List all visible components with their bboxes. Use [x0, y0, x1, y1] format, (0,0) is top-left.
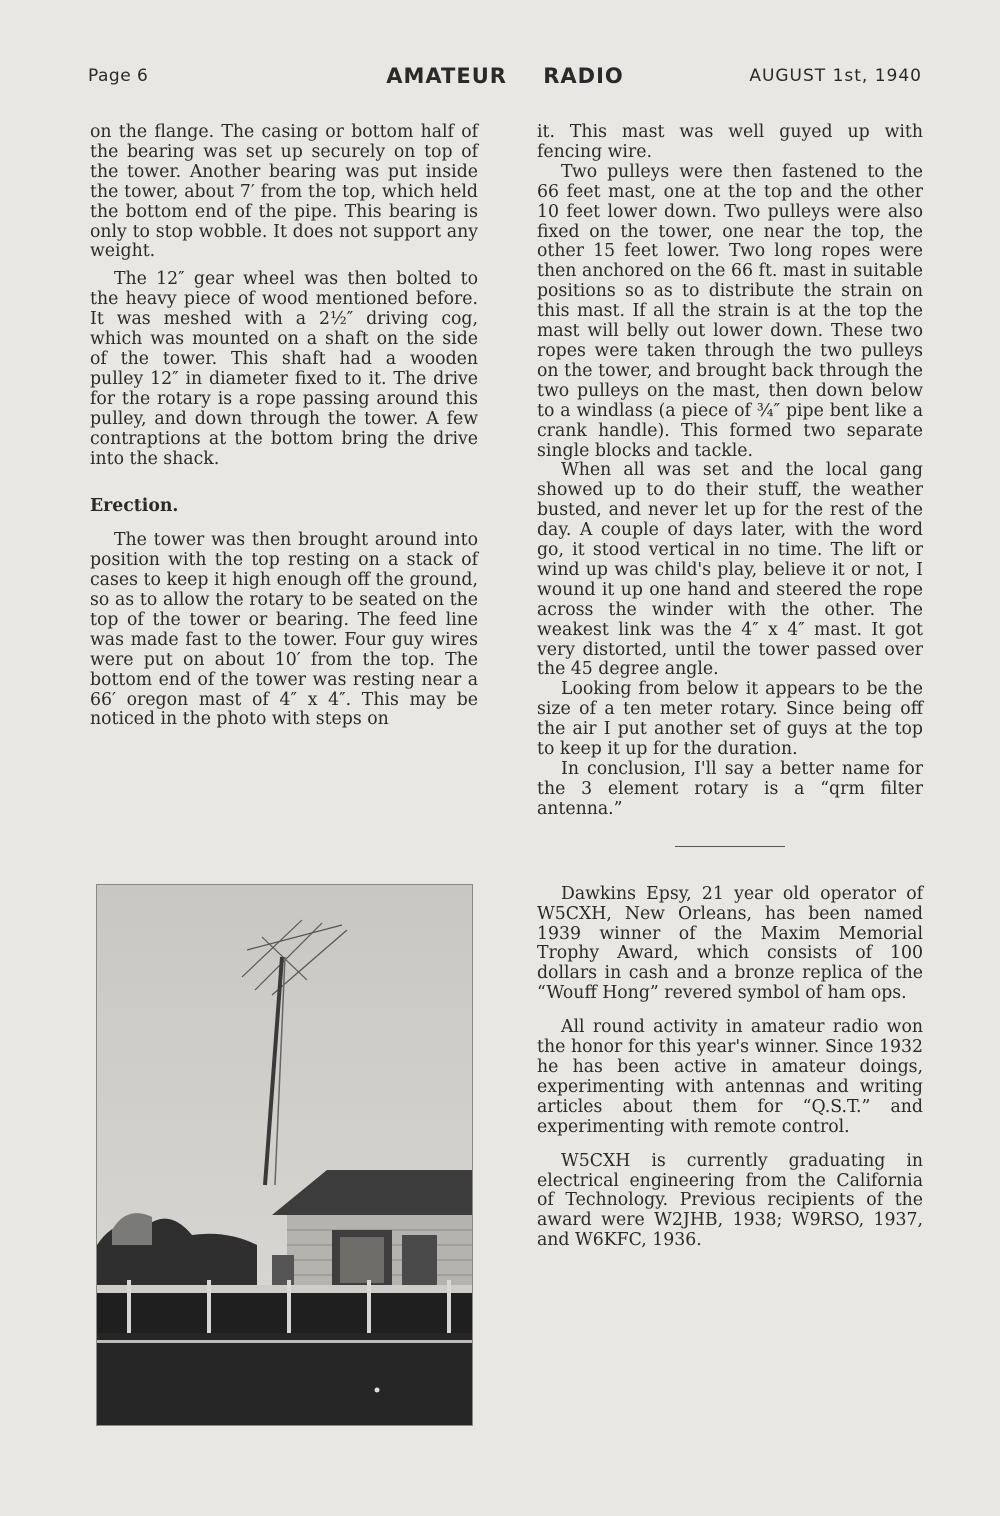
paragraph: In conclusion, I'll say a better name for the 3 element rotary is a “qrm filter antenna.” — [537, 759, 923, 819]
paragraph: Dawkins Epsy, 21 year old operator of W5CXH, New Orleans, has been named 1939 winner of the Maxim Memorial Trophy Award, which consists of 100 dollars in cash and a bronze replica of the “Wouff Hong” revered symbol of ham ops. — [537, 883, 923, 1004]
paragraph: When all was set and the local gang showed up to do their stuff, the weather busted, and never let up for the rest of the day. A couple of days later, with the word go, it stood vertical in no time. The lift or wind up was child's play, believe it or not, I wound it up one hand and steered the rope across the winder with the other. The weakest link was the 4″ x 4″ mast. It got very distorted, until the tower passed over the 45 degree angle. — [537, 460, 923, 680]
page-header — [88, 66, 922, 96]
paragraph: Two pulleys were then fastened to the 66 feet mast, one at the top and the other 10 feet lower down. Two pulleys were also fixed on the tower, one near the top, the other 15 feet lower. Two long ropes were then anchored on the 66 ft. mast in suitable positions so as to distribute the strain on this mast. If all the strain is at the top the mast will belly out lower down. These two ropes were taken through the two pulleys on the tower, and brought back through the two pulleys on the mast, then down below to a windlass (a piece of ¾″ pipe bent like a crank handle). This formed two separate single blocks and tackle. — [537, 161, 923, 461]
magazine-title: AMATEUR RADIO — [386, 64, 624, 88]
paragraph: The 12″ gear wheel was then bolted to the heavy piece of wood mentioned before. It was meshed with a 2½″ driving cog, which was mounted on a shaft on the side of the tower. This shaft had a wooden pulley 12″ in diameter fixed to it. The drive for the rotary is a rope passing around this pulley, and down through the tower. A few contraptions at the bottom bring the drive into the shack. — [90, 269, 478, 469]
paragraph: W5CXH is currently graduating in electrical engineering from the California of Technology. Previous recipients of the award were W2JHB, 1938; W9RSO, 1937, and W6KFC, 1936. — [537, 1150, 923, 1251]
paragraph: The tower was then brought around into position with the top resting on a stack of cases to keep it high enough off the ground, so as to allow the rotary to be seated on the top of the tower or bearing. The feed line was made fast to the tower. Four guy wires were put on about 10′ from the top. The bottom end of the tower was resting near a 66′ oregon mast of 4″ x 4″. This may be noticed in the photo with steps on — [90, 530, 478, 730]
section-divider — [675, 846, 785, 847]
section-heading: Erection. — [90, 496, 179, 517]
left-column — [90, 123, 478, 730]
issue-date: AUGUST 1st, 1940 — [749, 66, 922, 86]
page-number: Page 6 — [88, 66, 149, 86]
right-column — [537, 123, 923, 1251]
antenna-tower-photo — [96, 884, 473, 1426]
paragraph: on the flange. The casing or bottom half of the bearing was set up securely on top of the tower. Another bearing was put inside the tower, about 7′ from the top, which held the bottom end of the pipe. This bearing is only to stop wobble. It does not support any weight. — [90, 122, 478, 262]
paragraph: it. This mast was well guyed up with fencing wire. — [537, 122, 923, 162]
paragraph: All round activity in amateur radio won the honor for this year's winner. Since 1932 he has been active in amateur doings, experimenting with antennas and writing articles about them for “Q.S.T.” and experimenting with remote control. — [537, 1017, 923, 1137]
paragraph: Looking from below it appears to be the size of a ten meter rotary. Since being off the air I put another set of guys at the top to keep it up for the duration. — [537, 679, 923, 760]
